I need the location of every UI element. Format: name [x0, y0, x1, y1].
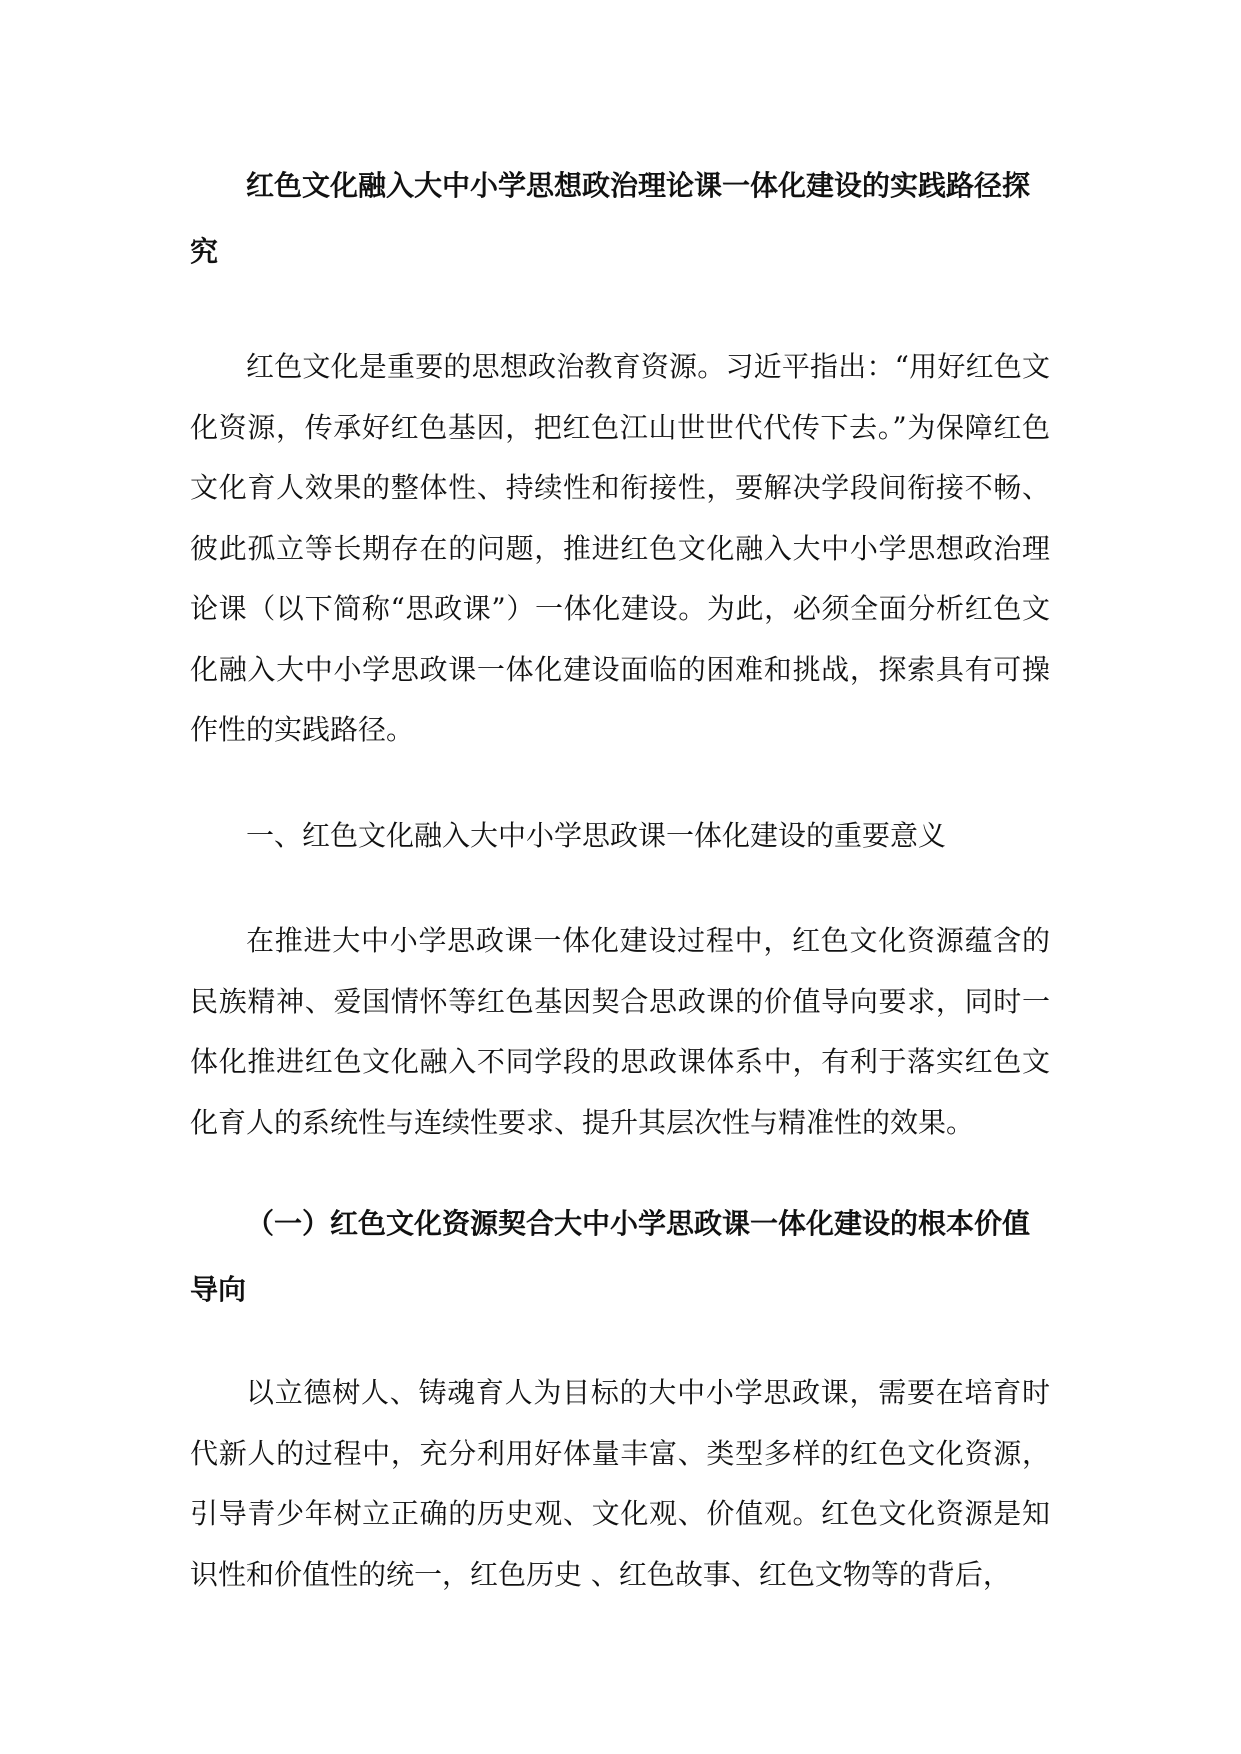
section-1-paragraph: 在推进大中小学思政课一体化建设过程中，红色文化资源蕴含的民族精神、爱国情怀等红色基因契合思政课的价值导向要求，同时一体化推进红色文化融入不同学段的思政课体系中，有利于落实红色文化育人的系统性与连续性要求、提升其层次性与精准性的效果。 — [190, 924, 1050, 1139]
subsection-heading-1: （一）红色文化资源契合大中小学思政课一体化建设的根本价值导向 — [190, 1207, 1031, 1306]
document-page — [190, 0, 1050, 1605]
subsection-1-paragraph: 以立德树人、铸魂育人为目标的大中小学思政课，需要在培育时代新人的过程中，充分利用好体量丰富、类型多样的红色文化资源，引导青少年树立正确的历史观、文化观、价值观。红色文化资源是知识性和价值性的统一，红色历史 、红色故事、红色文物等的背后， — [190, 1376, 1050, 1591]
intro-paragraph: 红色文化是重要的思想政治教育资源。习近平指出：“用好红色文化资源，传承好红色基因，把红色江山世世代代传下去。”为保障红色文化育人效果的整体性、持续性和衔接性，要解决学段间衔接不畅、彼此孤立等长期存在的问题，推进红色文化融入大中小学思想政治理论课（以下简称“思政课”）一体化建设。为此，必须全面分析红色文化融入大中小学思政课一体化建设面临的困难和挑战，探索具有可操作性的实践路径。 — [190, 350, 1050, 746]
section-heading-1: 一、红色文化融入大中小学思政课一体化建设的重要意义 — [246, 818, 947, 852]
document-title: 红色文化融入大中小学思想政治理论课一体化建设的实践路径探究 — [190, 169, 1031, 268]
